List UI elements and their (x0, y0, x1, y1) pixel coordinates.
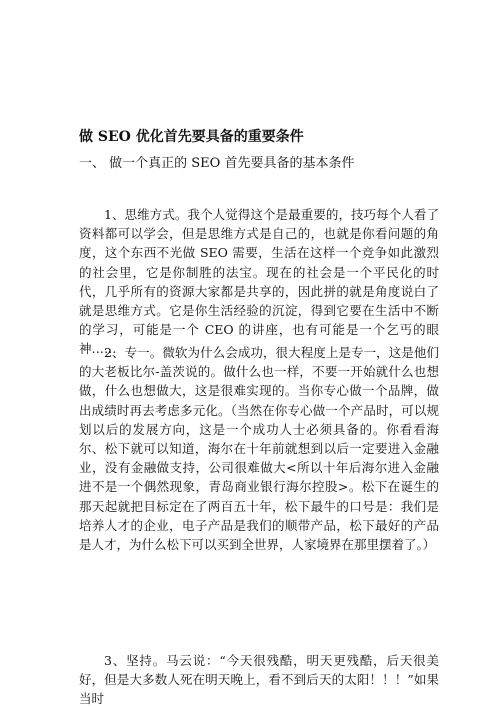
paragraph-persistence: 3、坚持。马云说：“今天很残酷，明天更残酷，后天很美好，但是大多数人死在明天晚上，看不到后天的太阳！！！”如果当时 (79, 653, 439, 707)
paragraph-thinking-method: 1、思维方式。我个人觉得这个是最重要的，技巧每个人看了资料都可以学会，但是思维方式是自己的，也就是你看问题的角度，这个东西不光做 SEO 需要，生活在这样一个竞争如此激烈的社会里，它是你制胜的法宝。现在的社会是一个平民化的时代，几乎所有的资源大家都是共享的，因此拼的就是角度说白了就是思维方式。它是你生活经验的沉淀，得到它要在生活中不断的学习，可能是一个 CEO 的讲座，也有可能是一个乞丐的眼神…… (79, 207, 439, 357)
document-title: 做 SEO 优化首先要具备的重要条件 (79, 129, 304, 145)
section-heading: 一、 做一个真正的 SEO 首先要具备的基本条件 (79, 156, 355, 171)
paragraph-focus: 2、专一。微软为什么会成功，很大程度上是专一，这是他们的大老板比尔-盖茨说的。做什么也一样，不要一开始就什么也想做，什么也想做大，这是很难实现的。当你专心做一个品牌，做出成绩时再去考虑多元化。（当然在你专心做一个产品时，可以规划以后的发展方向，这是一个成功人士必须具备的。你看看海尔、松下就可以知道，海尔在十年前就想到以后一定要进入金融业，没有金融做支持，公司很难做大<所以十年后海尔进入金融进不是一个偶然现象，青岛商业银行海尔控股>。松下在诞生的那天起就把目标定在了两百五十年，松下最牛的口号是：我们是培养人才的企业，电子产品是我们的顺带产品，松下最好的产品是人才，为什么松下可以买到全世界，人家境界在那里摆着了。） (79, 345, 439, 553)
